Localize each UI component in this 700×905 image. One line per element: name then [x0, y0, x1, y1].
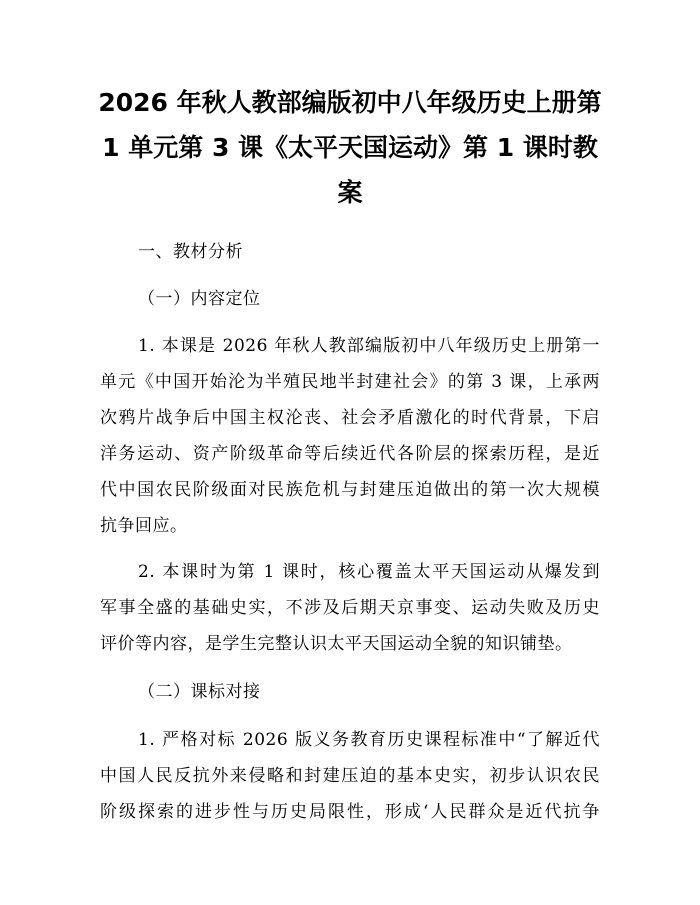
- paragraph-3-line-2: 中国人民反抗外来侵略和封建压迫的基本史实，初步认识农民: [100, 766, 600, 786]
- document-title-line-1: 2026 年秋人教部编版初中八年级历史上册第: [98, 88, 602, 117]
- paragraph-1-line-3: 次鸦片战争后中国主权沦丧、社会矛盾激化的时代背景，下启: [100, 408, 600, 428]
- section-heading-teaching-material-analysis: 一、教材分析: [138, 242, 243, 262]
- paragraph-1-line-4: 洋务运动、资产阶级革命等后续近代各阶层的探索历程，是近: [100, 444, 600, 464]
- paragraph-3-line-3: 阶级探索的进步性与历史局限性，形成‘人民群众是近代抗争: [100, 802, 600, 822]
- paragraph-2-line-2: 军事全盛的基础史实，不涉及后期天京事变、运动失败及历史: [100, 598, 600, 618]
- subsection-heading-curriculum-standard: （二）课标对接: [138, 682, 261, 702]
- paragraph-1-line-2: 单元《中国开始沦为半殖民地半封建社会》的第 3 课，上承两: [100, 372, 600, 392]
- subsection-heading-content-positioning: （一）内容定位: [138, 289, 261, 309]
- document-title-line-2: 1 单元第 3 课《太平天国运动》第 1 课时教: [102, 133, 598, 162]
- paragraph-2-line-1: 2. 本课时为第 1 课时，核心覆盖太平天国运动从爆发到: [138, 562, 600, 582]
- paragraph-1-line-6: 抗争回应。: [100, 516, 188, 536]
- paragraph-1-line-1: 1. 本课是 2026 年秋人教部编版初中八年级历史上册第一: [138, 336, 600, 356]
- paragraph-1-line-5: 代中国农民阶级面对民族危机与封建压迫做出的第一次大规模: [100, 480, 600, 500]
- document-title-line-3: 案: [337, 178, 363, 207]
- paragraph-2-line-3: 评价等内容，是学生完整认识太平天国运动全貌的知识铺垫。: [100, 634, 573, 654]
- paragraph-3-line-1: 1. 严格对标 2026 版义务教育历史课程标准中“了解近代: [138, 730, 600, 750]
